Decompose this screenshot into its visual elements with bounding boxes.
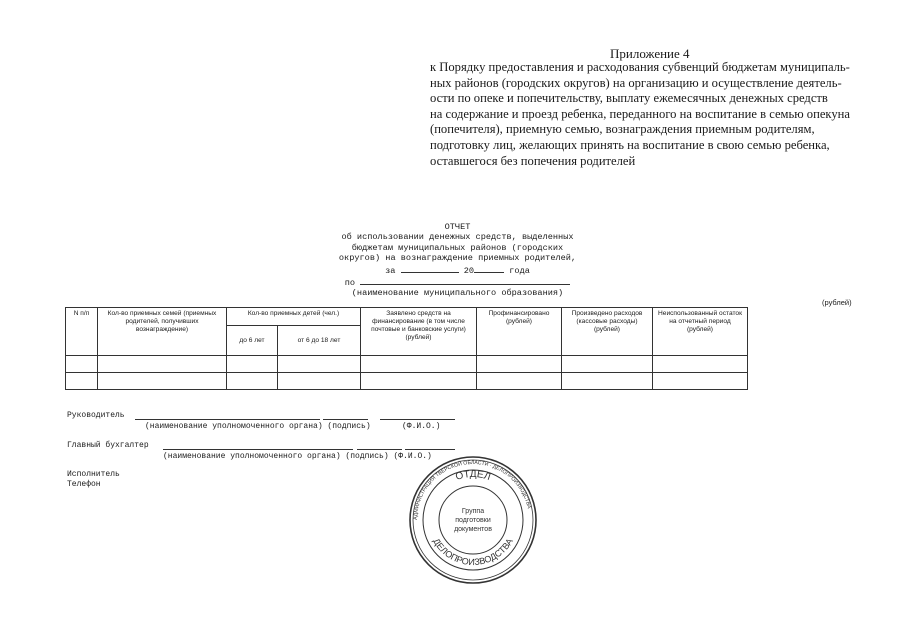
table-row bbox=[66, 373, 748, 390]
municipality-blank bbox=[360, 276, 570, 285]
table-cell[interactable] bbox=[278, 373, 361, 390]
header-children-under6: до 6 лет bbox=[227, 326, 278, 356]
table-cell[interactable] bbox=[98, 356, 227, 373]
year-blank bbox=[474, 264, 504, 273]
table-row bbox=[66, 356, 748, 373]
header-children: Кол-во приемных детей (чел.) bbox=[227, 308, 361, 326]
appendix-line: (попечителя), приемную семью, вознаграждения приемным родителям, bbox=[430, 122, 815, 137]
appendix-line: на содержание и проезд ребенка, переданного на воспитание в семью опекуна bbox=[430, 106, 850, 121]
table-cell[interactable] bbox=[66, 373, 98, 390]
table-cell[interactable] bbox=[653, 373, 748, 390]
report-title: ОТЧЕТ bbox=[444, 222, 471, 232]
appendix-line: подготовку лиц, желающих принять на воспитание в свою семью ребенка, bbox=[430, 137, 830, 152]
table-cell[interactable] bbox=[361, 373, 477, 390]
header-unused: Неиспользованный остаток на отчетный период (рублей) bbox=[653, 308, 748, 356]
header-children-6-18: от 6 до 18 лет bbox=[278, 326, 361, 356]
by-label: по bbox=[344, 278, 356, 289]
accountant-fio-line bbox=[405, 449, 455, 450]
stamp-inner-line: Группа bbox=[461, 508, 485, 515]
head-label: Руководитель bbox=[67, 411, 125, 420]
table-cell[interactable] bbox=[98, 373, 227, 390]
report-by-line bbox=[320, 276, 595, 288]
period-suffix: года bbox=[509, 265, 530, 276]
header-number: N п/п bbox=[66, 308, 98, 356]
head-caption: (наименование уполномоченного органа) (подпись) bbox=[145, 422, 371, 431]
table-header-row bbox=[66, 308, 748, 326]
table-cell[interactable] bbox=[477, 373, 562, 390]
appendix-line: оставшегося без попечения родителей bbox=[430, 153, 636, 168]
stamp-department-top: ОТДЕЛ bbox=[454, 468, 492, 483]
table-cell[interactable] bbox=[227, 356, 278, 373]
header-families: Кол-во приемных семей (приемных родителей, получивших вознаграждение) bbox=[98, 308, 227, 356]
header-declared: Заявлено средств на финансирование (в том числе почтовые и банковские услуги) (рублей) bbox=[361, 308, 477, 356]
appendix-line: ости по опеке и попечительству, выплату ежемесячных денежных средств bbox=[430, 91, 828, 106]
stamp-inner-line: подготовки bbox=[455, 517, 491, 524]
appendix-title: Приложение 4 bbox=[610, 46, 690, 61]
table-cell[interactable] bbox=[477, 356, 562, 373]
table-cell[interactable] bbox=[562, 373, 653, 390]
head-fio-caption: (Ф.И.О.) bbox=[402, 422, 441, 431]
stamp-department-bottom: ДЕЛОПРОИЗВОДСТВА bbox=[431, 536, 515, 568]
accountant-org-line bbox=[163, 449, 353, 450]
period-prefix: за bbox=[385, 265, 396, 276]
report-period bbox=[320, 264, 595, 276]
head-signature-line bbox=[323, 419, 368, 420]
municipality-caption: (наименование муниципального образования) bbox=[351, 288, 564, 299]
accountant-label: Главный бухгалтер bbox=[67, 441, 149, 450]
stamp-inner-line: документов bbox=[454, 526, 492, 533]
report-subtitle-line: округов) на вознаграждение приемных родителей, bbox=[338, 253, 577, 264]
stamp-ring-text: АДМИНИСТРАЦИЯ ТВЕРСКОЙ ОБЛАСТИ · ДЕЛОПРОИЗВОДСТВА bbox=[412, 459, 532, 521]
phone-label: Телефон bbox=[67, 480, 101, 489]
header-financed: Профинансировано (рублей) bbox=[477, 308, 562, 356]
table-cell[interactable] bbox=[562, 356, 653, 373]
executor-label: Исполнитель bbox=[67, 470, 120, 479]
period-blank bbox=[401, 264, 459, 273]
report-header bbox=[320, 222, 595, 299]
report-table bbox=[65, 307, 748, 390]
table-cell[interactable] bbox=[278, 356, 361, 373]
appendix-line: к Порядку предоставления и расходования субвенций бюджетам муниципаль- bbox=[430, 60, 850, 74]
appendix-description bbox=[430, 60, 885, 169]
department-stamp bbox=[408, 455, 538, 585]
table-cell[interactable] bbox=[653, 356, 748, 373]
accountant-caption: (наименование уполномоченного органа) (подпись) (Ф.И.О.) bbox=[163, 452, 432, 461]
head-org-line bbox=[135, 419, 320, 420]
table-cell[interactable] bbox=[227, 373, 278, 390]
accountant-signature-line bbox=[357, 449, 402, 450]
table-cell[interactable] bbox=[361, 356, 477, 373]
head-fio-line bbox=[380, 419, 455, 420]
table-cell[interactable] bbox=[66, 356, 98, 373]
header-spent: Произведено расходов (кассовые расходы) (рублей) bbox=[562, 308, 653, 356]
report-subtitle-line: об использовании денежных средств, выделенных bbox=[341, 232, 574, 243]
appendix-line: ных районов (городских округов) на организацию и осуществление деятель- bbox=[430, 75, 842, 90]
unit-label: (рублей) bbox=[822, 298, 852, 307]
period-year: 20 bbox=[463, 265, 475, 276]
report-subtitle-line: бюджетам муниципальных районов (городских bbox=[351, 242, 564, 253]
